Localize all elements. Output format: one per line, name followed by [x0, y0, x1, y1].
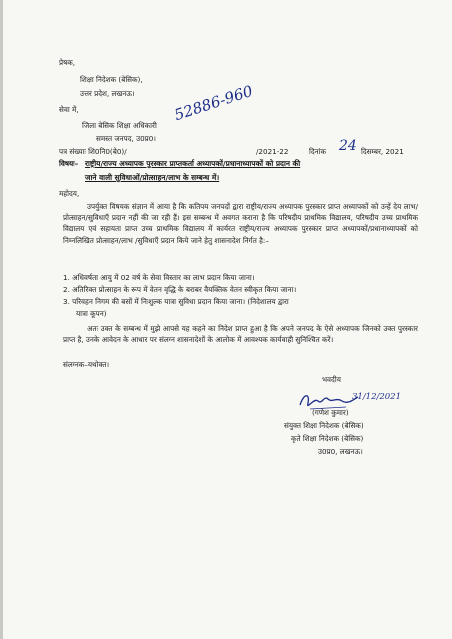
body-paragraph-1: उपर्युक्त विषयक संज्ञान में आया है कि कतिपय जनपदों द्वारा राष्ट्रीय/राज्य अध्यापक पुरस्कार प्राप्त अध्यापकों को उन्हें देय लाभ/प्रोत्साहन/सुविधाएँ प्रदान नहीं की जा रही हैं। इस सम्बन्ध में अवगत कराना है कि परिषदीय प्राथमिक विद्यालय, परिषदीय उच्च प्राथमिक विद्यालय एवं सहायता प्राप्त उच्च प्राथमिक विद्यालय में कार्यरत राष्ट्रीय/राज्य अध्यापक पुरस्कार प्राप्त अध्यापकों/प्रधानाध्यापकों को निम्नलिखित प्रोत्साहन/लाभ /सुविधाएँ प्रदान किये जाने हेतु शासनादेश निर्गत है:– — [63, 202, 418, 245]
ref-prefix: पत्र संख्याः शि0नि0(बे0)/ — [59, 147, 127, 156]
body-paragraph-2: अतः उक्त के सम्बन्ध में मुझे आपसे यह कहने का निदेश प्राप्त हुआ है कि अपने जनपद के ऐसे अध्यापक जिनको उक्त पुरस्कार प्राप्त है, उनके आवेदन के आधार पर संलग्न शासनादेशों के आलोक में आवश्यक कार्यवाही सुनिश्चित करें। — [63, 324, 418, 345]
from-label: प्रेषक, — [59, 58, 76, 67]
salutation: महोदय, — [59, 189, 80, 198]
date-prefix: दिनांक — [309, 147, 327, 156]
date-suffix: दिसम्बर, 2021 — [361, 147, 404, 156]
signer-place: उ0प्र0, लखनऊ। — [318, 447, 363, 456]
to-line2: समस्त जनपद, उ0प्र0। — [96, 134, 157, 143]
signer-title-2: कृते शिक्षा निदेशक (बेसिक) — [291, 434, 364, 443]
enclosure-note: संलग्नक–यथोक्त। — [63, 360, 110, 369]
scan-edge — [0, 0, 3, 639]
list-item-2: 2. अतिरिक्त प्रोत्साहन के रूप में वेतन वृद्धि के बराबर वैयक्तिक वेतन स्वीकृत किया जाना। — [63, 285, 297, 294]
from-line2: उत्तर प्रदेश, लखनऊ। — [80, 89, 135, 98]
handwritten-sign-date: 31/12/2021 — [352, 392, 401, 402]
to-line1: जिला बेसिक शिक्षा अधिकारी — [82, 121, 157, 130]
subject-label: विषयः– — [59, 159, 79, 168]
from-line1: शिक्षा निदेशक (बेसिक), — [80, 75, 143, 84]
handwritten-day: 24 — [339, 138, 357, 154]
list-item-1: 1. अधिवर्षता आयु में 02 वर्ष के सेवा विस्तार का लाभ प्रदान किया जाना। — [63, 273, 255, 282]
signer-title-1: संयुक्त शिक्षा निदेशक (बेसिक) — [284, 421, 364, 430]
subject-line1: राष्ट्रीय/राज्य अध्यापक पुरस्कार प्राप्तकर्ता अध्यापकों/प्रधानाध्यापकों को प्रदान की — [85, 159, 301, 168]
ref-year: /2021-22 — [256, 147, 289, 156]
handwritten-ref-number: 52886-960 — [172, 81, 255, 125]
list-item-3: 3. परिवहन निगम की बसों में निःशुल्क यात्रा सुविधा प्रदान किया जाना। (निदेशालय द्वारा — [63, 297, 289, 306]
list-item-3-continued: यात्रा कूपन) — [76, 309, 107, 318]
closing: भवदीय — [322, 375, 341, 384]
to-label: सेवा में, — [59, 105, 79, 114]
signer-name: (गणेश कुमार) — [312, 408, 349, 417]
subject-line2: जाने वाली सुविधाओं/प्रोत्साहन/लाभ के सम्बन्ध में। — [85, 173, 220, 182]
